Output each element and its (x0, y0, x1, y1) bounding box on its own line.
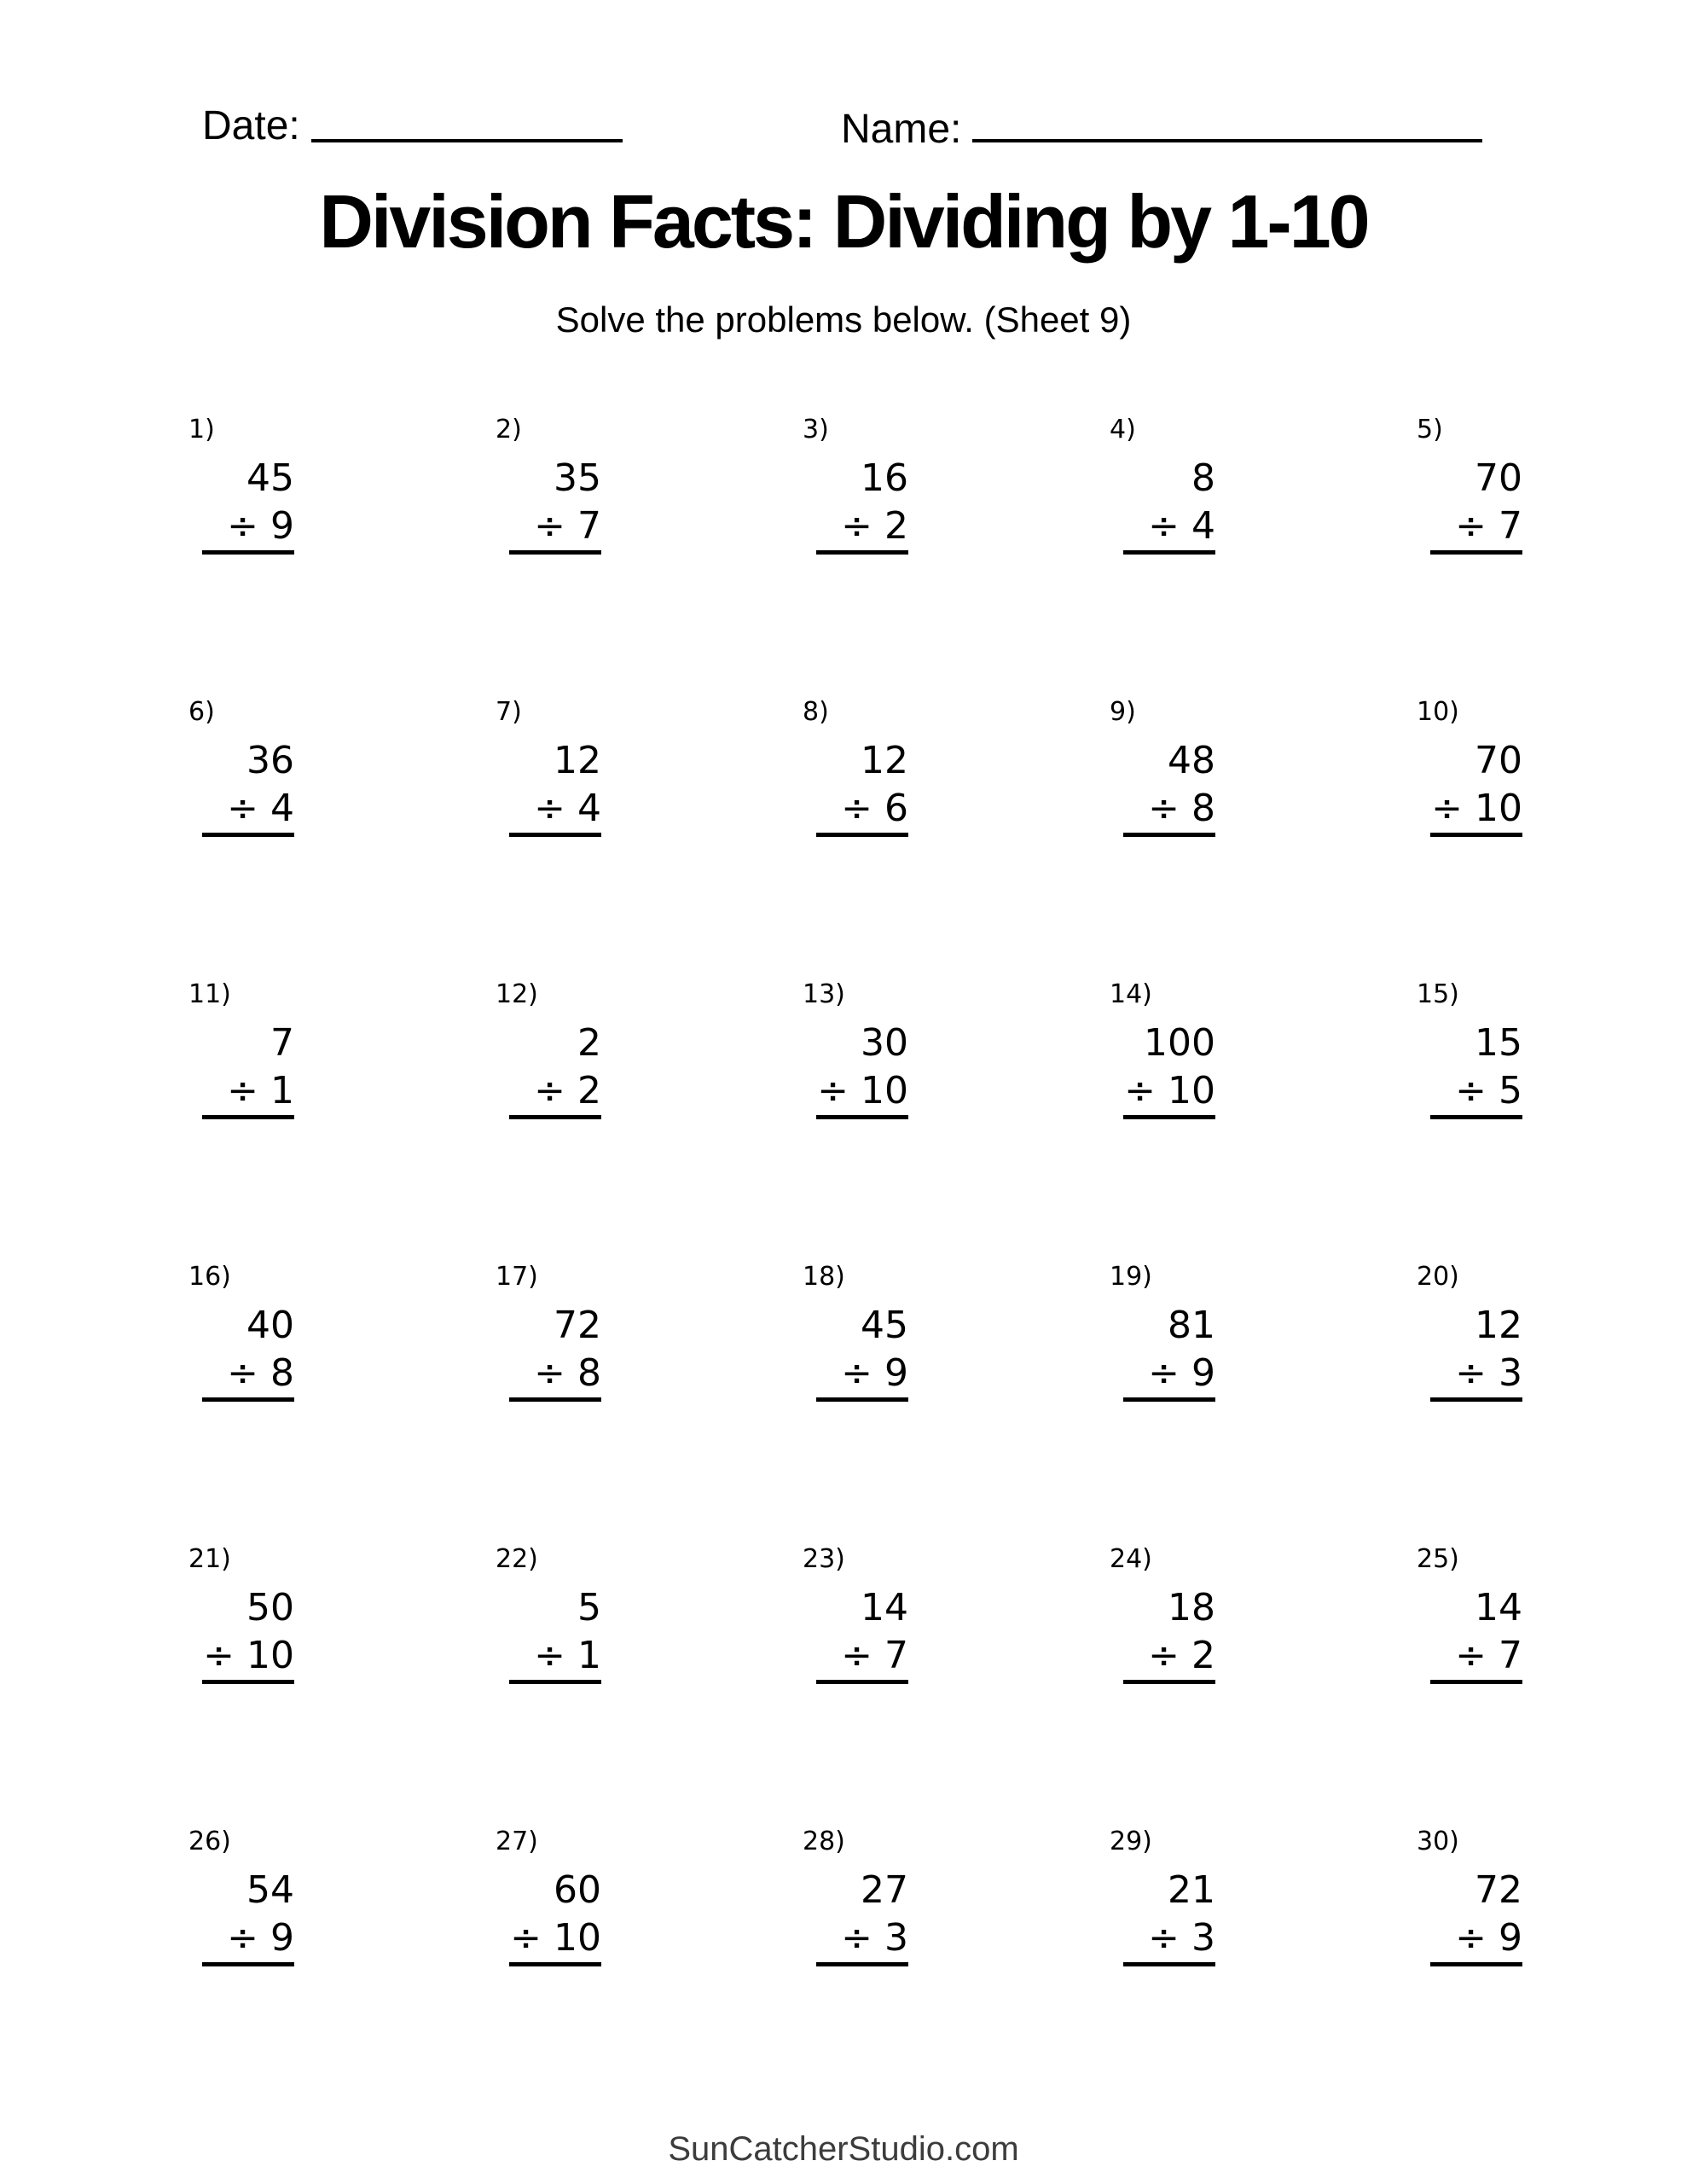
problem-number: 2) (496, 415, 522, 444)
problem-number: 12) (496, 979, 538, 1009)
problem-number: 27) (496, 1827, 538, 1856)
dividend: 18 (1168, 1586, 1215, 1629)
problem-cell (188, 1829, 294, 2111)
problem-number: 23) (803, 1544, 845, 1574)
answer-line (1123, 1397, 1215, 1402)
divisor: ÷ 7 (534, 504, 601, 548)
answer-line (202, 550, 294, 555)
dividend: 8 (1191, 456, 1215, 500)
answer-line (816, 1680, 908, 1684)
date-fill-line (311, 139, 623, 142)
problem-cell (803, 1544, 908, 1829)
problem-number: 3) (803, 415, 829, 444)
divisor: ÷ 9 (227, 1916, 294, 1960)
answer-line (1430, 1962, 1522, 1966)
answer-line (202, 833, 294, 837)
divisor: ÷ 9 (841, 1351, 908, 1395)
answer-line (816, 550, 908, 555)
divisor: ÷ 3 (1148, 1916, 1215, 1960)
answer-line (1430, 1115, 1522, 1119)
problem-number: 7) (496, 697, 522, 727)
answer-line (202, 1962, 294, 1966)
answer-line (1430, 1680, 1522, 1684)
answer-line (509, 1680, 601, 1684)
divisor: ÷ 2 (841, 504, 908, 548)
divisor: ÷ 4 (227, 787, 294, 830)
problem-number: 21) (188, 1544, 231, 1574)
divisor: ÷ 7 (1455, 504, 1522, 548)
dividend: 14 (1475, 1586, 1522, 1629)
problem-number: 20) (1417, 1262, 1459, 1292)
problem-cell (188, 979, 294, 1264)
dividend: 27 (861, 1868, 908, 1912)
problem-cell (1417, 1829, 1522, 2111)
problem-cell (1110, 1544, 1215, 1829)
problem-number: 29) (1110, 1827, 1152, 1856)
problem-cell (496, 1264, 601, 1547)
name-fill-line (972, 139, 1482, 142)
dividend: 15 (1475, 1021, 1522, 1065)
dividend: 70 (1475, 739, 1522, 782)
problem-cell (1417, 697, 1522, 982)
answer-line (1123, 1115, 1215, 1119)
dividend: 7 (270, 1021, 294, 1065)
problem-cell (496, 697, 601, 982)
problem-number: 1) (188, 415, 215, 444)
divisor: ÷ 10 (203, 1634, 294, 1677)
problem-cell (1110, 697, 1215, 982)
answer-line (202, 1680, 294, 1684)
problem-number: 11) (188, 979, 231, 1009)
divisor: ÷ 10 (817, 1069, 908, 1112)
divisor: ÷ 3 (841, 1916, 908, 1960)
problem-number: 14) (1110, 979, 1152, 1009)
divisor: ÷ 8 (534, 1351, 601, 1395)
date-label: Date: (202, 103, 300, 148)
divisor: ÷ 4 (1148, 504, 1215, 548)
problem-cell (803, 417, 908, 700)
problem-cell (188, 417, 294, 700)
answer-line (816, 833, 908, 837)
dividend: 5 (577, 1586, 601, 1629)
problem-cell (803, 1829, 908, 2111)
problems-grid (188, 417, 1522, 2111)
answer-line (1123, 550, 1215, 555)
problem-cell (1417, 979, 1522, 1264)
divisor: ÷ 1 (534, 1634, 601, 1677)
dividend: 14 (861, 1586, 908, 1629)
problem-cell (1417, 417, 1522, 700)
divisor: ÷ 2 (534, 1069, 601, 1112)
problem-cell (496, 1544, 601, 1829)
answer-line (509, 1962, 601, 1966)
divisor: ÷ 7 (1455, 1634, 1522, 1677)
problem-number: 17) (496, 1262, 538, 1292)
divisor: ÷ 7 (841, 1634, 908, 1677)
dividend: 40 (246, 1304, 294, 1347)
divisor: ÷ 10 (1124, 1069, 1215, 1112)
answer-line (1430, 1397, 1522, 1402)
dividend: 45 (246, 456, 294, 500)
problem-number: 16) (188, 1262, 231, 1292)
answer-line (509, 1397, 601, 1402)
problem-number: 22) (496, 1544, 538, 1574)
problem-cell (188, 697, 294, 982)
divisor: ÷ 8 (1148, 787, 1215, 830)
problem-cell (188, 1544, 294, 1829)
problem-cell (1110, 1829, 1215, 2111)
dividend: 48 (1168, 739, 1215, 782)
dividend: 30 (861, 1021, 908, 1065)
problem-number: 6) (188, 697, 215, 727)
answer-line (816, 1962, 908, 1966)
answer-line (1430, 550, 1522, 555)
problem-number: 26) (188, 1827, 231, 1856)
answer-line (202, 1397, 294, 1402)
dividend: 100 (1144, 1021, 1215, 1065)
divisor: ÷ 10 (510, 1916, 601, 1960)
answer-line (509, 1115, 601, 1119)
problem-cell (1110, 1264, 1215, 1547)
answer-line (202, 1115, 294, 1119)
problem-cell (1110, 979, 1215, 1264)
answer-line (1123, 833, 1215, 837)
problem-cell (1110, 417, 1215, 700)
dividend: 21 (1168, 1868, 1215, 1912)
answer-line (509, 550, 601, 555)
dividend: 12 (861, 739, 908, 782)
divisor: ÷ 2 (1148, 1634, 1215, 1677)
problem-number: 5) (1417, 415, 1443, 444)
problem-cell (803, 979, 908, 1264)
problem-number: 8) (803, 697, 829, 727)
name-label: Name: (841, 107, 962, 152)
problem-cell (496, 979, 601, 1264)
answer-line (816, 1397, 908, 1402)
divisor: ÷ 1 (227, 1069, 294, 1112)
divisor: ÷ 9 (1148, 1351, 1215, 1395)
dividend: 60 (554, 1868, 601, 1912)
dividend: 54 (246, 1868, 294, 1912)
problem-number: 13) (803, 979, 845, 1009)
answer-line (509, 833, 601, 837)
problem-cell (188, 1264, 294, 1547)
problem-number: 10) (1417, 697, 1459, 727)
divisor: ÷ 9 (1455, 1916, 1522, 1960)
problem-number: 9) (1110, 697, 1136, 727)
dividend: 12 (1475, 1304, 1522, 1347)
problem-cell (803, 1264, 908, 1547)
dividend: 36 (246, 739, 294, 782)
problem-cell (803, 697, 908, 982)
problem-cell (1417, 1264, 1522, 1547)
problem-number: 28) (803, 1827, 845, 1856)
problem-number: 30) (1417, 1827, 1459, 1856)
answer-line (1123, 1962, 1215, 1966)
problem-cell (1417, 1544, 1522, 1829)
answer-line (1430, 833, 1522, 837)
dividend: 81 (1168, 1304, 1215, 1347)
divisor: ÷ 9 (227, 504, 294, 548)
problem-number: 19) (1110, 1262, 1152, 1292)
dividend: 12 (554, 739, 601, 782)
problem-number: 25) (1417, 1544, 1459, 1574)
dividend: 45 (861, 1304, 908, 1347)
divisor: ÷ 8 (227, 1351, 294, 1395)
dividend: 35 (554, 456, 601, 500)
problem-number: 4) (1110, 415, 1136, 444)
divisor: ÷ 5 (1455, 1069, 1522, 1112)
answer-line (1123, 1680, 1215, 1684)
answer-line (816, 1115, 908, 1119)
dividend: 2 (577, 1021, 601, 1065)
dividend: 50 (246, 1586, 294, 1629)
divisor: ÷ 4 (534, 787, 601, 830)
problem-cell (496, 417, 601, 700)
problem-number: 24) (1110, 1544, 1152, 1574)
problem-cell (496, 1829, 601, 2111)
page-subtitle: Solve the problems below. (Sheet 9) (555, 299, 1132, 340)
divisor: ÷ 10 (1431, 787, 1522, 830)
dividend: 72 (1475, 1868, 1522, 1912)
divisor: ÷ 3 (1455, 1351, 1522, 1395)
dividend: 16 (861, 456, 908, 500)
dividend: 70 (1475, 456, 1522, 500)
footer-credit: SunCatcherStudio.com (668, 2130, 1019, 2168)
page-title: Division Facts: Dividing by 1-10 (319, 179, 1368, 264)
dividend: 72 (554, 1304, 601, 1347)
divisor: ÷ 6 (841, 787, 908, 830)
problem-number: 15) (1417, 979, 1459, 1009)
problem-number: 18) (803, 1262, 845, 1292)
